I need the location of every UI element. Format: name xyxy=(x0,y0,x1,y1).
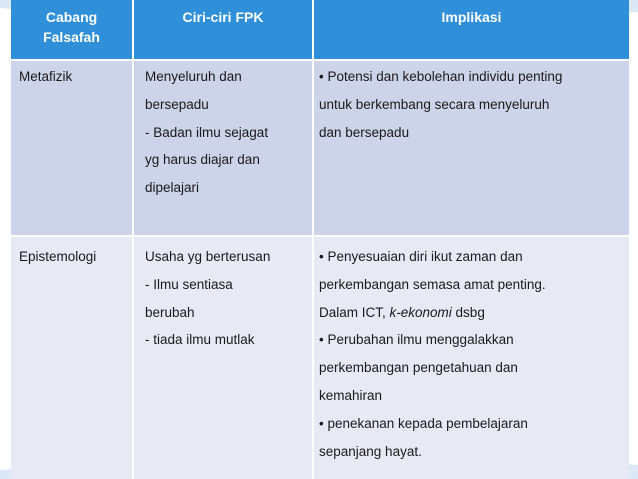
trait-line: bersepadu xyxy=(145,96,209,112)
implication-line: • Potensi dan kebolehan individu penting xyxy=(319,69,563,84)
header-implikasi-label: Implikasi xyxy=(441,9,502,25)
header-ciri-ciri-fpk xyxy=(134,0,312,59)
header-implikasi xyxy=(314,0,629,59)
implication-line: perkembangan pengetahuan dan xyxy=(319,360,518,376)
row-epistemologi-traits xyxy=(134,237,312,479)
implication-line-ict xyxy=(319,299,621,327)
implication-line: • Perubahan ilmu menggalakkan xyxy=(319,332,514,348)
trait-line: dipelajari xyxy=(145,180,200,196)
trait-line: yg harus diajar dan xyxy=(145,152,260,168)
implication-line: untuk berkembang secara menyeluruh xyxy=(319,96,550,112)
branch-label: Epistemologi xyxy=(19,249,97,264)
trait-line: - Badan ilmu sejagat xyxy=(145,124,269,140)
header-cabang-line1: Cabang xyxy=(45,9,98,25)
implication-line: dan bersepadu xyxy=(319,124,410,140)
implication-line: • Penyesuaian diri ikut zaman dan xyxy=(319,249,523,264)
row-epistemologi-implications xyxy=(314,237,629,479)
row-metafizik-implications xyxy=(314,61,629,235)
k-ekonomi-text: k-ekonomi xyxy=(389,304,452,320)
row-metafizik-traits xyxy=(134,61,312,235)
trait-line: - tiada ilmu mutlak xyxy=(145,332,255,348)
trait-line: Usaha yg berterusan xyxy=(145,249,271,264)
row-epistemologi-branch xyxy=(11,237,132,479)
trait-line: Menyeluruh dan xyxy=(145,69,242,84)
fpk-philosophy-table xyxy=(11,0,629,479)
dsbg-text: dsbg xyxy=(451,304,485,320)
implication-line: kemahiran xyxy=(319,387,383,403)
trait-line: berubah xyxy=(145,304,195,320)
implication-line: perkembangan semasa amat penting. xyxy=(319,276,546,292)
implication-line: • penekanan kepada pembelajaran xyxy=(319,415,528,431)
ict-text: Dalam ICT, xyxy=(319,304,390,320)
header-ciri-label: Ciri-ciri FPK xyxy=(182,9,264,25)
branch-label: Metafizik xyxy=(19,69,73,84)
header-cabang-line2: Falsafah xyxy=(43,29,100,45)
trait-line: - Ilmu sentiasa xyxy=(145,276,233,292)
row-metafizik-branch xyxy=(11,61,132,235)
header-cabang-falsafah xyxy=(11,0,132,59)
implication-line: sepanjang hayat. xyxy=(319,443,422,459)
